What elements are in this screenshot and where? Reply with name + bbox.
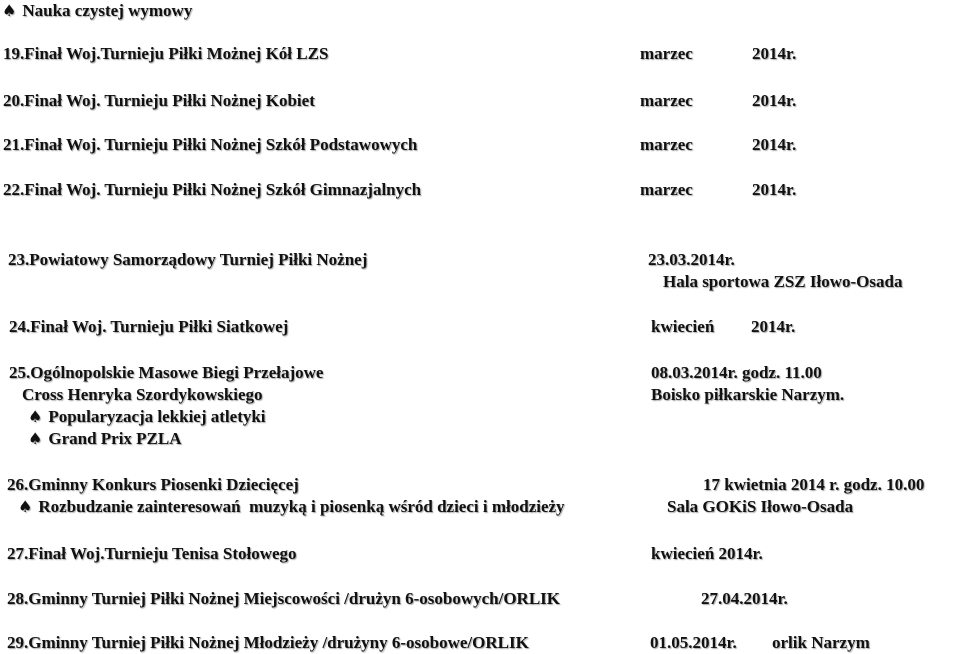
- event-23-date: 23.03.2014r.: [648, 250, 735, 269]
- section-heading: ♠ Nauka czystej wymowy: [2, 1, 193, 20]
- spade-icon: ♠: [18, 497, 33, 516]
- event-29-title: 29.Gminny Turniej Piłki Nożnej Młodzieży /drużyny 6-osobowe/ORLIK: [7, 633, 529, 652]
- event-21-title: 21.Finał Woj. Turnieju Piłki Nożnej Szkół Podstawowych: [3, 135, 418, 154]
- event-25-title: 25.Ogólnopolskie Masowe Biegi Przełajowe: [9, 363, 324, 382]
- event-22-month: marzec: [640, 180, 693, 199]
- event-20-title: 20.Finał Woj. Turnieju Piłki Nożnej Kobiet: [3, 91, 315, 110]
- event-21-year: 2014r.: [752, 135, 797, 154]
- event-26-title: 26.Gminny Konkurs Piosenki Dziecięcej: [7, 475, 299, 494]
- event-28-date: 27.04.2014r.: [701, 589, 788, 608]
- spade-icon: ♠: [28, 407, 43, 426]
- event-26-venue: Sala GOKiS Iłowo-Osada: [667, 497, 854, 516]
- spade-icon: ♠: [2, 1, 17, 20]
- event-25-bullet-2: ♠ Grand Prix PZLA: [28, 429, 182, 448]
- event-21-month: marzec: [640, 135, 693, 154]
- event-25-subtitle: Cross Henryka Szordykowskiego: [22, 385, 263, 404]
- event-27-title: 27.Finał Woj.Turnieju Tenisa Stołowego: [7, 544, 297, 563]
- event-19-month: marzec: [640, 44, 693, 63]
- event-29-venue: orlik Narzym: [772, 633, 870, 652]
- event-23-venue: Hala sportowa ZSZ Iłowo-Osada: [663, 272, 903, 291]
- event-27-date: kwiecień 2014r.: [651, 544, 763, 563]
- event-28-title: 28.Gminny Turniej Piłki Nożnej Miejscowości /drużyn 6-osobowych/ORLIK: [7, 589, 560, 608]
- event-20-year: 2014r.: [752, 91, 797, 110]
- event-25-bullet-1: ♠ Popularyzacja lekkiej atletyki: [28, 407, 266, 426]
- event-20-month: marzec: [640, 91, 693, 110]
- event-24-year: 2014r.: [751, 317, 796, 336]
- event-22-year: 2014r.: [752, 180, 797, 199]
- spade-icon: ♠: [28, 429, 43, 448]
- event-24-month: kwiecień: [651, 317, 715, 336]
- event-19-year: 2014r.: [752, 44, 797, 63]
- event-26-bullet: ♠ Rozbudzanie zainteresowań muzyką i piosenką wśród dzieci i młodzieży: [18, 497, 565, 516]
- event-29-date: 01.05.2014r.: [650, 633, 737, 652]
- event-22-title: 22.Finał Woj. Turnieju Piłki Nożnej Szkół Gimnazjalnych: [3, 180, 422, 199]
- event-23-title: 23.Powiatowy Samorządowy Turniej Piłki Nożnej: [8, 250, 368, 269]
- event-26-date: 17 kwietnia 2014 r. godz. 10.00: [703, 475, 925, 494]
- event-24-title: 24.Finał Woj. Turnieju Piłki Siatkowej: [9, 317, 289, 336]
- event-25-venue: Boisko piłkarskie Narzym.: [651, 385, 845, 404]
- event-25-date: 08.03.2014r. godz. 11.00: [651, 363, 822, 382]
- event-19-title: 19.Finał Woj.Turnieju Piłki Możnej Kół LZS: [3, 44, 329, 63]
